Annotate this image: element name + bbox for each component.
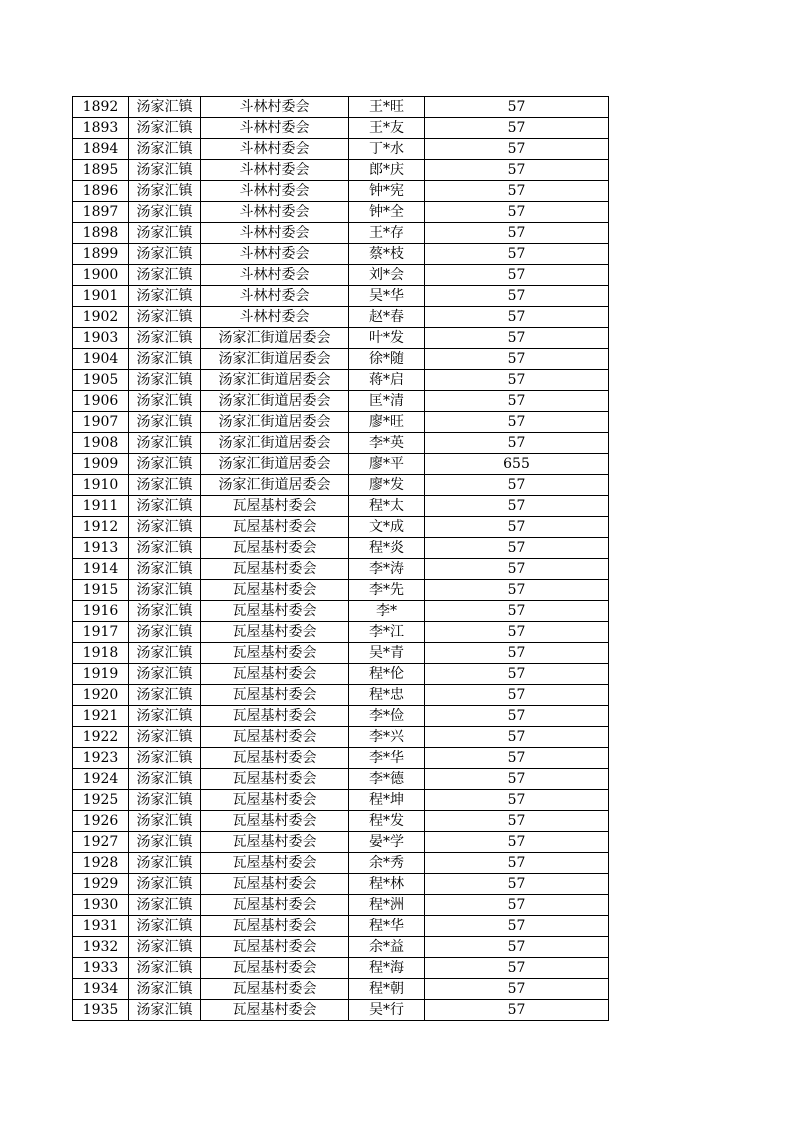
town-cell: 汤家汇镇 bbox=[129, 769, 201, 790]
name-cell: 蒋*启 bbox=[349, 370, 425, 391]
name-cell: 晏*学 bbox=[349, 832, 425, 853]
table-row bbox=[73, 139, 609, 160]
town-cell: 汤家汇镇 bbox=[129, 685, 201, 706]
table-row bbox=[73, 622, 609, 643]
table-row bbox=[73, 454, 609, 475]
name-cell: 程*炎 bbox=[349, 538, 425, 559]
amount-cell: 57 bbox=[425, 643, 609, 664]
name-cell: 钟*宪 bbox=[349, 181, 425, 202]
town-cell: 汤家汇镇 bbox=[129, 622, 201, 643]
table-row bbox=[73, 391, 609, 412]
row-number-cell: 1908 bbox=[73, 433, 129, 454]
row-number-cell: 1922 bbox=[73, 727, 129, 748]
data-table bbox=[72, 96, 609, 1021]
row-number-cell: 1915 bbox=[73, 580, 129, 601]
row-number-cell: 1893 bbox=[73, 118, 129, 139]
town-cell: 汤家汇镇 bbox=[129, 160, 201, 181]
amount-cell: 57 bbox=[425, 412, 609, 433]
table-row bbox=[73, 307, 609, 328]
amount-cell: 57 bbox=[425, 979, 609, 1000]
town-cell: 汤家汇镇 bbox=[129, 202, 201, 223]
amount-cell: 57 bbox=[425, 748, 609, 769]
row-number-cell: 1920 bbox=[73, 685, 129, 706]
table-row bbox=[73, 97, 609, 118]
amount-cell: 57 bbox=[425, 685, 609, 706]
table-row bbox=[73, 370, 609, 391]
row-number-cell: 1906 bbox=[73, 391, 129, 412]
row-number-cell: 1930 bbox=[73, 895, 129, 916]
town-cell: 汤家汇镇 bbox=[129, 874, 201, 895]
town-cell: 汤家汇镇 bbox=[129, 727, 201, 748]
name-cell: 赵*春 bbox=[349, 307, 425, 328]
row-number-cell: 1898 bbox=[73, 223, 129, 244]
row-number-cell: 1928 bbox=[73, 853, 129, 874]
table-row bbox=[73, 706, 609, 727]
town-cell: 汤家汇镇 bbox=[129, 370, 201, 391]
row-number-cell: 1895 bbox=[73, 160, 129, 181]
amount-cell: 57 bbox=[425, 769, 609, 790]
row-number-cell: 1933 bbox=[73, 958, 129, 979]
town-cell: 汤家汇镇 bbox=[129, 916, 201, 937]
table-row bbox=[73, 265, 609, 286]
table-row bbox=[73, 496, 609, 517]
row-number-cell: 1924 bbox=[73, 769, 129, 790]
committee-cell: 汤家汇街道居委会 bbox=[201, 475, 349, 496]
row-number-cell: 1894 bbox=[73, 139, 129, 160]
name-cell: 程*华 bbox=[349, 916, 425, 937]
name-cell: 徐*随 bbox=[349, 349, 425, 370]
table-row bbox=[73, 538, 609, 559]
town-cell: 汤家汇镇 bbox=[129, 748, 201, 769]
name-cell: 李*兴 bbox=[349, 727, 425, 748]
town-cell: 汤家汇镇 bbox=[129, 538, 201, 559]
town-cell: 汤家汇镇 bbox=[129, 433, 201, 454]
amount-cell: 57 bbox=[425, 622, 609, 643]
town-cell: 汤家汇镇 bbox=[129, 937, 201, 958]
name-cell: 蔡*枝 bbox=[349, 244, 425, 265]
town-cell: 汤家汇镇 bbox=[129, 265, 201, 286]
name-cell: 王*友 bbox=[349, 118, 425, 139]
row-number-cell: 1916 bbox=[73, 601, 129, 622]
committee-cell: 瓦屋基村委会 bbox=[201, 685, 349, 706]
town-cell: 汤家汇镇 bbox=[129, 244, 201, 265]
town-cell: 汤家汇镇 bbox=[129, 139, 201, 160]
row-number-cell: 1897 bbox=[73, 202, 129, 223]
row-number-cell: 1919 bbox=[73, 664, 129, 685]
committee-cell: 斗林村委会 bbox=[201, 202, 349, 223]
town-cell: 汤家汇镇 bbox=[129, 118, 201, 139]
row-number-cell: 1926 bbox=[73, 811, 129, 832]
town-cell: 汤家汇镇 bbox=[129, 1000, 201, 1021]
amount-cell: 57 bbox=[425, 559, 609, 580]
name-cell: 余*益 bbox=[349, 937, 425, 958]
town-cell: 汤家汇镇 bbox=[129, 307, 201, 328]
name-cell: 吴*青 bbox=[349, 643, 425, 664]
row-number-cell: 1931 bbox=[73, 916, 129, 937]
committee-cell: 汤家汇街道居委会 bbox=[201, 433, 349, 454]
table-row bbox=[73, 979, 609, 1000]
table-row bbox=[73, 1000, 609, 1021]
amount-cell: 57 bbox=[425, 517, 609, 538]
name-cell: 程*林 bbox=[349, 874, 425, 895]
town-cell: 汤家汇镇 bbox=[129, 706, 201, 727]
committee-cell: 瓦屋基村委会 bbox=[201, 727, 349, 748]
table-row bbox=[73, 601, 609, 622]
amount-cell: 57 bbox=[425, 832, 609, 853]
amount-cell: 57 bbox=[425, 391, 609, 412]
town-cell: 汤家汇镇 bbox=[129, 559, 201, 580]
amount-cell: 57 bbox=[425, 118, 609, 139]
town-cell: 汤家汇镇 bbox=[129, 958, 201, 979]
amount-cell: 57 bbox=[425, 223, 609, 244]
name-cell: 廖*平 bbox=[349, 454, 425, 475]
name-cell: 程*发 bbox=[349, 811, 425, 832]
name-cell: 李*江 bbox=[349, 622, 425, 643]
town-cell: 汤家汇镇 bbox=[129, 454, 201, 475]
name-cell: 丁*水 bbox=[349, 139, 425, 160]
committee-cell: 瓦屋基村委会 bbox=[201, 1000, 349, 1021]
committee-cell: 斗林村委会 bbox=[201, 139, 349, 160]
committee-cell: 瓦屋基村委会 bbox=[201, 811, 349, 832]
name-cell: 文*成 bbox=[349, 517, 425, 538]
row-number-cell: 1909 bbox=[73, 454, 129, 475]
committee-cell: 瓦屋基村委会 bbox=[201, 958, 349, 979]
row-number-cell: 1927 bbox=[73, 832, 129, 853]
row-number-cell: 1932 bbox=[73, 937, 129, 958]
town-cell: 汤家汇镇 bbox=[129, 328, 201, 349]
committee-cell: 斗林村委会 bbox=[201, 223, 349, 244]
amount-cell: 57 bbox=[425, 664, 609, 685]
table-body bbox=[73, 97, 609, 1021]
table-row bbox=[73, 433, 609, 454]
row-number-cell: 1902 bbox=[73, 307, 129, 328]
name-cell: 李*涛 bbox=[349, 559, 425, 580]
committee-cell: 汤家汇街道居委会 bbox=[201, 412, 349, 433]
name-cell: 匡*清 bbox=[349, 391, 425, 412]
committee-cell: 瓦屋基村委会 bbox=[201, 496, 349, 517]
amount-cell: 57 bbox=[425, 790, 609, 811]
amount-cell: 57 bbox=[425, 580, 609, 601]
amount-cell: 57 bbox=[425, 265, 609, 286]
committee-cell: 汤家汇街道居委会 bbox=[201, 349, 349, 370]
amount-cell: 57 bbox=[425, 811, 609, 832]
committee-cell: 瓦屋基村委会 bbox=[201, 979, 349, 1000]
committee-cell: 瓦屋基村委会 bbox=[201, 622, 349, 643]
amount-cell: 57 bbox=[425, 286, 609, 307]
table-row bbox=[73, 832, 609, 853]
amount-cell: 57 bbox=[425, 97, 609, 118]
amount-cell: 57 bbox=[425, 706, 609, 727]
committee-cell: 瓦屋基村委会 bbox=[201, 832, 349, 853]
table-row bbox=[73, 790, 609, 811]
amount-cell: 57 bbox=[425, 538, 609, 559]
amount-cell: 57 bbox=[425, 244, 609, 265]
town-cell: 汤家汇镇 bbox=[129, 286, 201, 307]
town-cell: 汤家汇镇 bbox=[129, 895, 201, 916]
name-cell: 吴*行 bbox=[349, 1000, 425, 1021]
name-cell: 李*德 bbox=[349, 769, 425, 790]
committee-cell: 瓦屋基村委会 bbox=[201, 643, 349, 664]
name-cell: 余*秀 bbox=[349, 853, 425, 874]
committee-cell: 斗林村委会 bbox=[201, 97, 349, 118]
row-number-cell: 1935 bbox=[73, 1000, 129, 1021]
amount-cell: 57 bbox=[425, 475, 609, 496]
table-row bbox=[73, 286, 609, 307]
town-cell: 汤家汇镇 bbox=[129, 412, 201, 433]
table-row bbox=[73, 958, 609, 979]
table-row bbox=[73, 874, 609, 895]
amount-cell: 57 bbox=[425, 853, 609, 874]
town-cell: 汤家汇镇 bbox=[129, 580, 201, 601]
amount-cell: 57 bbox=[425, 433, 609, 454]
name-cell: 程*朝 bbox=[349, 979, 425, 1000]
table-row bbox=[73, 664, 609, 685]
name-cell: 李*华 bbox=[349, 748, 425, 769]
committee-cell: 斗林村委会 bbox=[201, 181, 349, 202]
committee-cell: 汤家汇街道居委会 bbox=[201, 370, 349, 391]
committee-cell: 斗林村委会 bbox=[201, 244, 349, 265]
amount-cell: 655 bbox=[425, 454, 609, 475]
name-cell: 叶*发 bbox=[349, 328, 425, 349]
town-cell: 汤家汇镇 bbox=[129, 391, 201, 412]
committee-cell: 瓦屋基村委会 bbox=[201, 874, 349, 895]
amount-cell: 57 bbox=[425, 937, 609, 958]
name-cell: 李*英 bbox=[349, 433, 425, 454]
table-row bbox=[73, 937, 609, 958]
town-cell: 汤家汇镇 bbox=[129, 223, 201, 244]
name-cell: 程*海 bbox=[349, 958, 425, 979]
row-number-cell: 1925 bbox=[73, 790, 129, 811]
table-row bbox=[73, 580, 609, 601]
amount-cell: 57 bbox=[425, 727, 609, 748]
row-number-cell: 1907 bbox=[73, 412, 129, 433]
committee-cell: 斗林村委会 bbox=[201, 265, 349, 286]
committee-cell: 瓦屋基村委会 bbox=[201, 517, 349, 538]
row-number-cell: 1934 bbox=[73, 979, 129, 1000]
town-cell: 汤家汇镇 bbox=[129, 475, 201, 496]
row-number-cell: 1918 bbox=[73, 643, 129, 664]
committee-cell: 斗林村委会 bbox=[201, 118, 349, 139]
row-number-cell: 1896 bbox=[73, 181, 129, 202]
row-number-cell: 1913 bbox=[73, 538, 129, 559]
town-cell: 汤家汇镇 bbox=[129, 664, 201, 685]
amount-cell: 57 bbox=[425, 916, 609, 937]
table-row bbox=[73, 769, 609, 790]
committee-cell: 斗林村委会 bbox=[201, 307, 349, 328]
name-cell: 李* bbox=[349, 601, 425, 622]
amount-cell: 57 bbox=[425, 496, 609, 517]
amount-cell: 57 bbox=[425, 328, 609, 349]
committee-cell: 瓦屋基村委会 bbox=[201, 853, 349, 874]
table-row bbox=[73, 517, 609, 538]
amount-cell: 57 bbox=[425, 370, 609, 391]
town-cell: 汤家汇镇 bbox=[129, 97, 201, 118]
committee-cell: 瓦屋基村委会 bbox=[201, 916, 349, 937]
table-row bbox=[73, 559, 609, 580]
amount-cell: 57 bbox=[425, 307, 609, 328]
table-row bbox=[73, 223, 609, 244]
town-cell: 汤家汇镇 bbox=[129, 832, 201, 853]
table-row bbox=[73, 349, 609, 370]
table-row bbox=[73, 811, 609, 832]
table-row bbox=[73, 475, 609, 496]
table-row bbox=[73, 118, 609, 139]
town-cell: 汤家汇镇 bbox=[129, 643, 201, 664]
town-cell: 汤家汇镇 bbox=[129, 790, 201, 811]
committee-cell: 瓦屋基村委会 bbox=[201, 790, 349, 811]
name-cell: 程*洲 bbox=[349, 895, 425, 916]
amount-cell: 57 bbox=[425, 160, 609, 181]
row-number-cell: 1892 bbox=[73, 97, 129, 118]
row-number-cell: 1911 bbox=[73, 496, 129, 517]
row-number-cell: 1910 bbox=[73, 475, 129, 496]
table-row bbox=[73, 202, 609, 223]
amount-cell: 57 bbox=[425, 874, 609, 895]
name-cell: 廖*旺 bbox=[349, 412, 425, 433]
town-cell: 汤家汇镇 bbox=[129, 853, 201, 874]
row-number-cell: 1905 bbox=[73, 370, 129, 391]
town-cell: 汤家汇镇 bbox=[129, 349, 201, 370]
committee-cell: 瓦屋基村委会 bbox=[201, 664, 349, 685]
name-cell: 王*存 bbox=[349, 223, 425, 244]
town-cell: 汤家汇镇 bbox=[129, 517, 201, 538]
committee-cell: 瓦屋基村委会 bbox=[201, 538, 349, 559]
row-number-cell: 1899 bbox=[73, 244, 129, 265]
table-row bbox=[73, 328, 609, 349]
name-cell: 李*先 bbox=[349, 580, 425, 601]
row-number-cell: 1929 bbox=[73, 874, 129, 895]
committee-cell: 斗林村委会 bbox=[201, 286, 349, 307]
row-number-cell: 1901 bbox=[73, 286, 129, 307]
town-cell: 汤家汇镇 bbox=[129, 181, 201, 202]
committee-cell: 斗林村委会 bbox=[201, 160, 349, 181]
row-number-cell: 1912 bbox=[73, 517, 129, 538]
committee-cell: 汤家汇街道居委会 bbox=[201, 328, 349, 349]
committee-cell: 瓦屋基村委会 bbox=[201, 769, 349, 790]
row-number-cell: 1903 bbox=[73, 328, 129, 349]
row-number-cell: 1914 bbox=[73, 559, 129, 580]
table-row bbox=[73, 853, 609, 874]
committee-cell: 汤家汇街道居委会 bbox=[201, 391, 349, 412]
row-number-cell: 1923 bbox=[73, 748, 129, 769]
name-cell: 程*伦 bbox=[349, 664, 425, 685]
row-number-cell: 1921 bbox=[73, 706, 129, 727]
name-cell: 钟*全 bbox=[349, 202, 425, 223]
amount-cell: 57 bbox=[425, 139, 609, 160]
table-row bbox=[73, 244, 609, 265]
row-number-cell: 1917 bbox=[73, 622, 129, 643]
name-cell: 王*旺 bbox=[349, 97, 425, 118]
amount-cell: 57 bbox=[425, 601, 609, 622]
name-cell: 李*俭 bbox=[349, 706, 425, 727]
committee-cell: 瓦屋基村委会 bbox=[201, 601, 349, 622]
amount-cell: 57 bbox=[425, 958, 609, 979]
town-cell: 汤家汇镇 bbox=[129, 601, 201, 622]
name-cell: 廖*发 bbox=[349, 475, 425, 496]
amount-cell: 57 bbox=[425, 349, 609, 370]
name-cell: 程*太 bbox=[349, 496, 425, 517]
table-row bbox=[73, 160, 609, 181]
name-cell: 郎*庆 bbox=[349, 160, 425, 181]
committee-cell: 瓦屋基村委会 bbox=[201, 748, 349, 769]
committee-cell: 瓦屋基村委会 bbox=[201, 895, 349, 916]
table-row bbox=[73, 181, 609, 202]
committee-cell: 瓦屋基村委会 bbox=[201, 706, 349, 727]
table-row bbox=[73, 643, 609, 664]
name-cell: 刘*会 bbox=[349, 265, 425, 286]
table-row bbox=[73, 895, 609, 916]
amount-cell: 57 bbox=[425, 202, 609, 223]
committee-cell: 瓦屋基村委会 bbox=[201, 580, 349, 601]
table-row bbox=[73, 916, 609, 937]
table-row bbox=[73, 685, 609, 706]
name-cell: 程*忠 bbox=[349, 685, 425, 706]
name-cell: 程*坤 bbox=[349, 790, 425, 811]
table-row bbox=[73, 727, 609, 748]
row-number-cell: 1904 bbox=[73, 349, 129, 370]
town-cell: 汤家汇镇 bbox=[129, 979, 201, 1000]
row-number-cell: 1900 bbox=[73, 265, 129, 286]
committee-cell: 汤家汇街道居委会 bbox=[201, 454, 349, 475]
town-cell: 汤家汇镇 bbox=[129, 811, 201, 832]
committee-cell: 瓦屋基村委会 bbox=[201, 937, 349, 958]
table-row bbox=[73, 748, 609, 769]
amount-cell: 57 bbox=[425, 895, 609, 916]
town-cell: 汤家汇镇 bbox=[129, 496, 201, 517]
amount-cell: 57 bbox=[425, 1000, 609, 1021]
table-row bbox=[73, 412, 609, 433]
committee-cell: 瓦屋基村委会 bbox=[201, 559, 349, 580]
name-cell: 吴*华 bbox=[349, 286, 425, 307]
amount-cell: 57 bbox=[425, 181, 609, 202]
